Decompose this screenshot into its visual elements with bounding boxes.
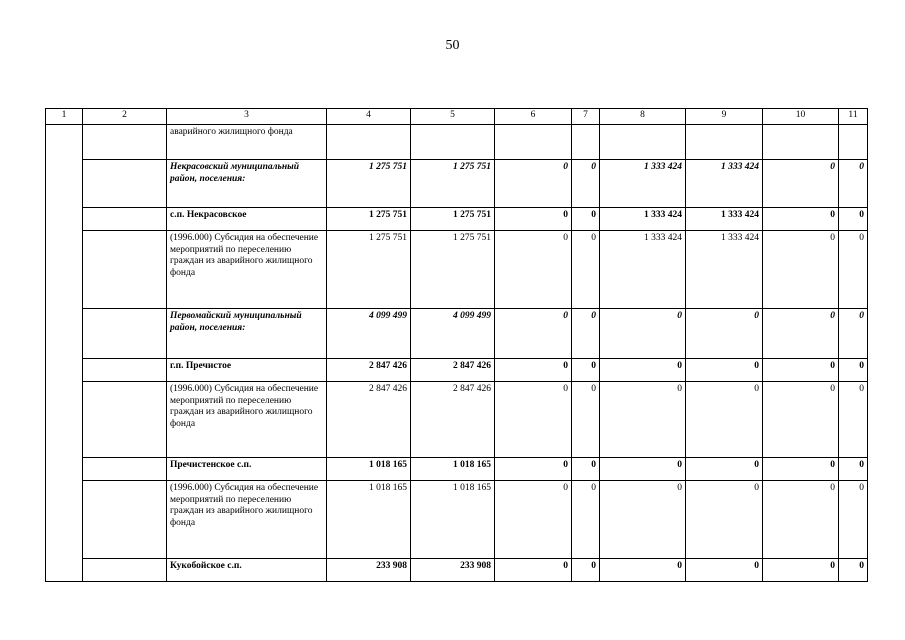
value-cell-col9: 1 333 424	[686, 231, 763, 309]
value-cell-col9: 0	[686, 359, 763, 382]
value-cell-col4: 1 275 751	[327, 160, 411, 208]
value-cell-col5: 1 275 751	[411, 208, 495, 231]
value-cell-col6	[495, 125, 572, 160]
value-cell-col9: 0	[686, 458, 763, 481]
value-cell-col4: 2 847 426	[327, 359, 411, 382]
header-cell: 6	[495, 109, 572, 125]
col2-cell	[83, 309, 167, 359]
value-cell-col8	[600, 125, 686, 160]
value-cell-col4: 2 847 426	[327, 382, 411, 458]
value-cell-col8: 0	[600, 481, 686, 559]
table-row	[46, 559, 868, 582]
value-cell-col10: 0	[763, 559, 839, 582]
table-row	[46, 458, 868, 481]
value-cell-col5: 2 847 426	[411, 359, 495, 382]
value-cell-col7: 0	[572, 231, 600, 309]
value-cell-col11: 0	[839, 208, 868, 231]
col2-cell	[83, 481, 167, 559]
value-cell-col7: 0	[572, 559, 600, 582]
value-cell-col8: 0	[600, 382, 686, 458]
value-cell-col9	[686, 125, 763, 160]
value-cell-col10: 0	[763, 309, 839, 359]
value-cell-col10: 0	[763, 481, 839, 559]
value-cell-col5: 1 018 165	[411, 458, 495, 481]
header-cell: 9	[686, 109, 763, 125]
value-cell-col9: 0	[686, 481, 763, 559]
value-cell-col10: 0	[763, 160, 839, 208]
value-cell-col6: 0	[495, 231, 572, 309]
table-row	[46, 208, 868, 231]
value-cell-col4	[327, 125, 411, 160]
value-cell-col4: 1 018 165	[327, 458, 411, 481]
row-name: (1996.000) Субсидия на обеспечение мероприятий по переселению граждан из аварийного жилищного фонда	[167, 382, 327, 458]
row-name: Некрасовский муниципальный район, поселения:	[167, 160, 327, 208]
value-cell-col6: 0	[495, 309, 572, 359]
value-cell-col10: 0	[763, 208, 839, 231]
table-row	[46, 231, 868, 309]
value-cell-col9: 0	[686, 559, 763, 582]
col2-cell	[83, 382, 167, 458]
value-cell-col6: 0	[495, 458, 572, 481]
value-cell-col11: 0	[839, 160, 868, 208]
value-cell-col4: 233 908	[327, 559, 411, 582]
value-cell-col7: 0	[572, 208, 600, 231]
value-cell-col5: 233 908	[411, 559, 495, 582]
header-cell: 5	[411, 109, 495, 125]
value-cell-col6: 0	[495, 208, 572, 231]
value-cell-col5: 1 275 751	[411, 160, 495, 208]
header-cell: 7	[572, 109, 600, 125]
value-cell-col5: 1 018 165	[411, 481, 495, 559]
value-cell-col11: 0	[839, 309, 868, 359]
row-name: Пречистенское с.п.	[167, 458, 327, 481]
value-cell-col6: 0	[495, 359, 572, 382]
header-row	[46, 109, 868, 125]
page-number: 50	[445, 38, 460, 53]
row-name: (1996.000) Субсидия на обеспечение мероприятий по переселению граждан из аварийного жилищного фонда	[167, 481, 327, 559]
value-cell-col7: 0	[572, 160, 600, 208]
value-cell-col10	[763, 125, 839, 160]
value-cell-col9: 0	[686, 309, 763, 359]
table-row	[46, 125, 868, 160]
value-cell-col5: 2 847 426	[411, 382, 495, 458]
value-cell-col8: 0	[600, 309, 686, 359]
table-row	[46, 382, 868, 458]
value-cell-col8: 1 333 424	[600, 160, 686, 208]
value-cell-col5: 1 275 751	[411, 231, 495, 309]
value-cell-col7: 0	[572, 481, 600, 559]
row-name: аварийного жилищного фонда	[167, 125, 327, 160]
value-cell-col11: 0	[839, 231, 868, 309]
row-name: (1996.000) Субсидия на обеспечение мероприятий по переселению граждан из аварийного жилищного фонда	[167, 231, 327, 309]
value-cell-col7: 0	[572, 359, 600, 382]
value-cell-col8: 1 333 424	[600, 231, 686, 309]
value-cell-col8: 0	[600, 359, 686, 382]
value-cell-col11: 0	[839, 481, 868, 559]
value-cell-col5	[411, 125, 495, 160]
col2-cell	[83, 559, 167, 582]
row-name: Первомайский муниципальный район, поселения:	[167, 309, 327, 359]
col2-cell	[83, 458, 167, 481]
header-cell: 4	[327, 109, 411, 125]
value-cell-col7	[572, 125, 600, 160]
table-row	[46, 309, 868, 359]
table-row	[46, 160, 868, 208]
col2-cell	[83, 125, 167, 160]
value-cell-col10: 0	[763, 382, 839, 458]
value-cell-col11: 0	[839, 458, 868, 481]
value-cell-col8: 1 333 424	[600, 208, 686, 231]
value-cell-col10: 0	[763, 359, 839, 382]
table-row	[46, 359, 868, 382]
value-cell-col6: 0	[495, 481, 572, 559]
header-cell: 11	[839, 109, 868, 125]
row-name: с.п. Некрасовское	[167, 208, 327, 231]
value-cell-col6: 0	[495, 160, 572, 208]
budget-table	[45, 108, 868, 582]
value-cell-col9: 1 333 424	[686, 208, 763, 231]
value-cell-col9: 0	[686, 382, 763, 458]
value-cell-col11: 0	[839, 559, 868, 582]
value-cell-col7: 0	[572, 458, 600, 481]
col2-cell	[83, 359, 167, 382]
value-cell-col10: 0	[763, 458, 839, 481]
header-cell: 3	[167, 109, 327, 125]
col2-cell	[83, 208, 167, 231]
value-cell-col4: 1 275 751	[327, 231, 411, 309]
value-cell-col4: 1 275 751	[327, 208, 411, 231]
value-cell-col5: 4 099 499	[411, 309, 495, 359]
col2-cell	[83, 160, 167, 208]
col2-cell	[83, 231, 167, 309]
value-cell-col4: 4 099 499	[327, 309, 411, 359]
value-cell-col8: 0	[600, 458, 686, 481]
value-cell-col7: 0	[572, 309, 600, 359]
value-cell-col11	[839, 125, 868, 160]
col1-cell	[46, 125, 83, 582]
value-cell-col11: 0	[839, 382, 868, 458]
header-cell: 10	[763, 109, 839, 125]
header-cell: 8	[600, 109, 686, 125]
value-cell-col10: 0	[763, 231, 839, 309]
row-name: г.п. Пречистое	[167, 359, 327, 382]
value-cell-col11: 0	[839, 359, 868, 382]
value-cell-col4: 1 018 165	[327, 481, 411, 559]
table-row	[46, 481, 868, 559]
value-cell-col9: 1 333 424	[686, 160, 763, 208]
value-cell-col6: 0	[495, 559, 572, 582]
header-cell: 2	[83, 109, 167, 125]
value-cell-col6: 0	[495, 382, 572, 458]
value-cell-col7: 0	[572, 382, 600, 458]
header-cell: 1	[46, 109, 83, 125]
value-cell-col8: 0	[600, 559, 686, 582]
row-name: Кукобойское с.п.	[167, 559, 327, 582]
